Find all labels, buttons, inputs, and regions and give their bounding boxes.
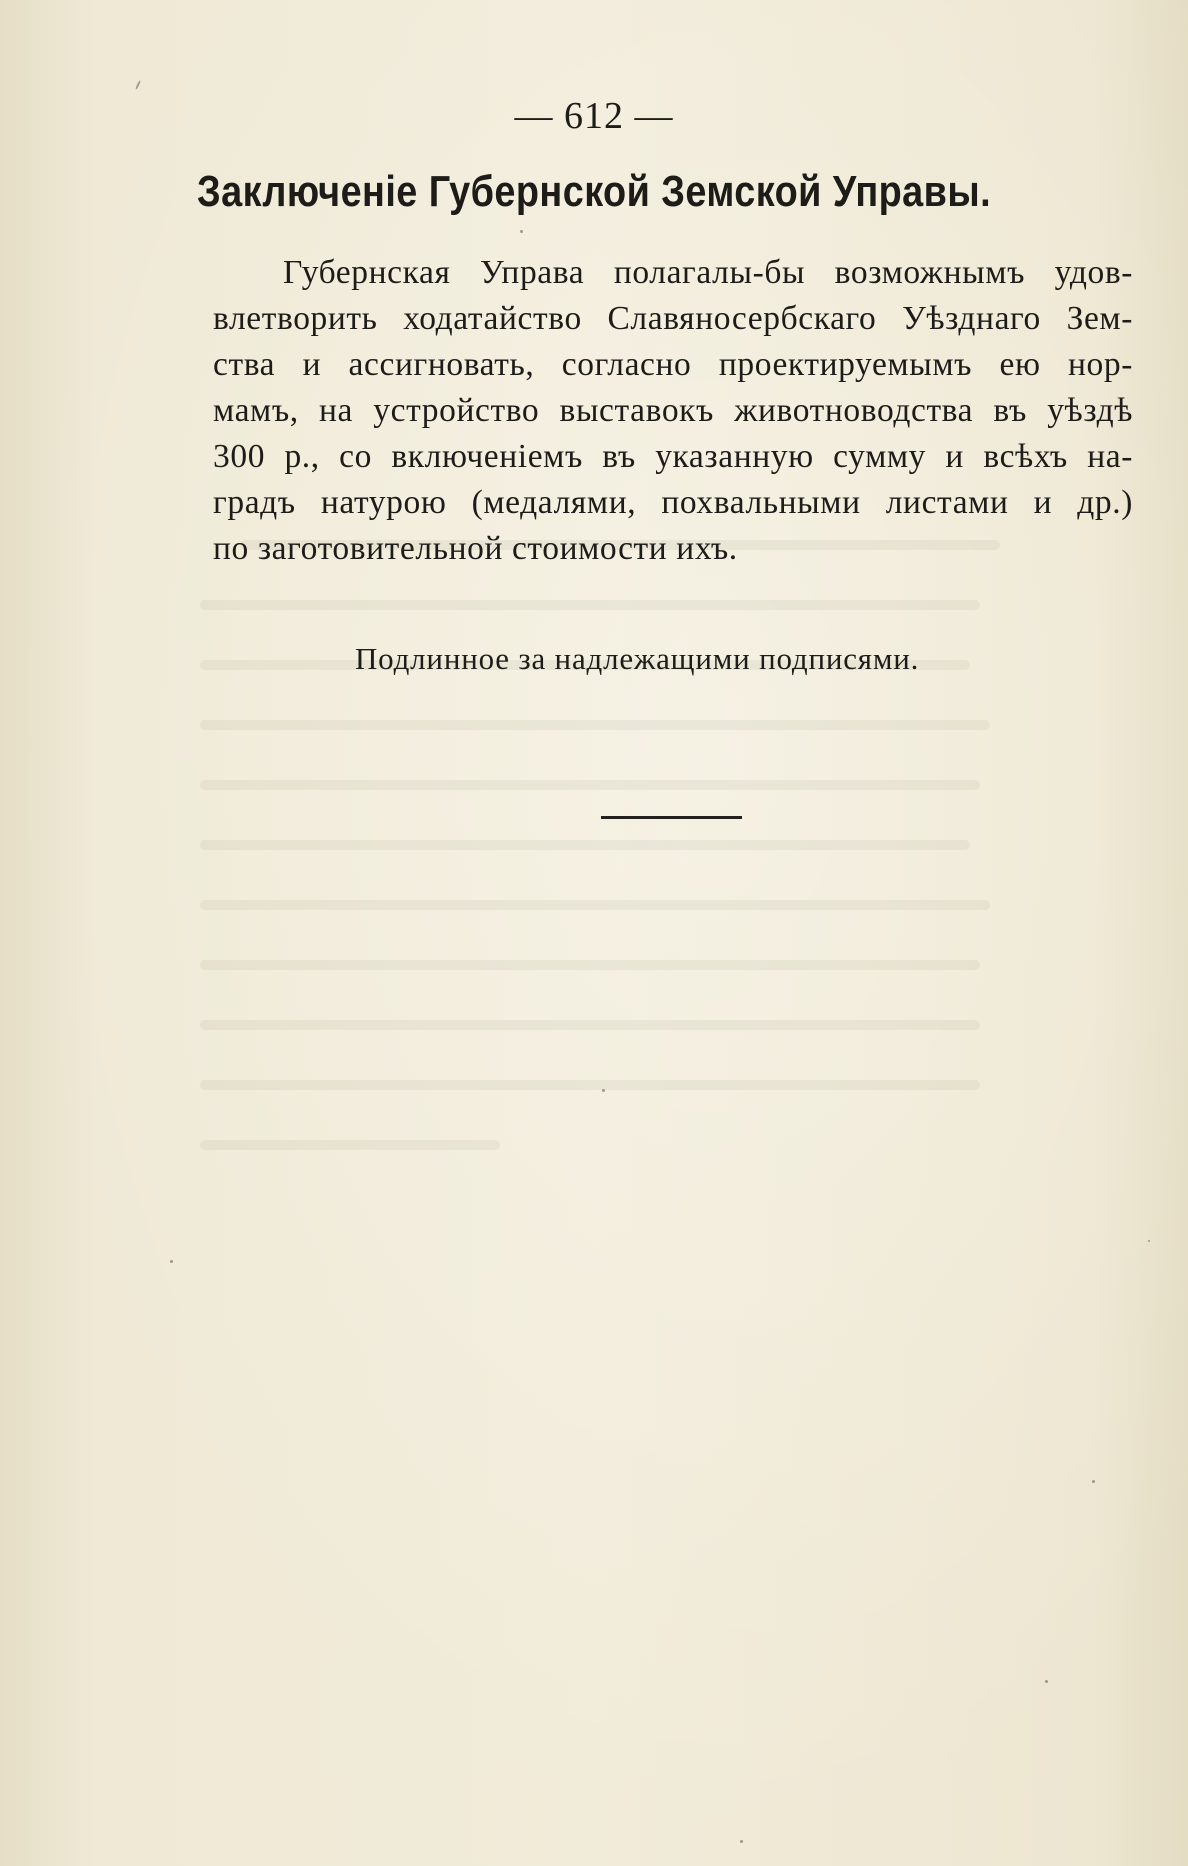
paragraph-line: Губернская Управа полагалы-бы возможнымъ удов- [283, 254, 1133, 291]
paragraph-line: мамъ, на устройство выставокъ животноводства въ уѣздѣ [213, 392, 1133, 429]
bleed-through-line [200, 840, 970, 850]
signature-note: Подлинное за надлежащими подписями. [355, 641, 920, 676]
paragraph-line: ства и ассигновать, согласно проектируемымъ ею нор- [213, 346, 1133, 383]
section-heading: Заключеніе Губернской Земской Управы. [196, 167, 992, 216]
body-paragraph [213, 250, 1133, 572]
bleed-through-line [200, 1080, 980, 1090]
bleed-through-line [200, 1140, 500, 1150]
paragraph-line: влетворить ходатайство Славяносербскаго Уѣзднаго Зем- [213, 300, 1133, 337]
bleed-through-line [200, 600, 980, 610]
bleed-through-line [200, 960, 980, 970]
bleed-through-text [200, 540, 1160, 1160]
bleed-through-line [200, 780, 980, 790]
bleed-through-line [200, 1020, 980, 1030]
paragraph-line: градъ натурою (медалями, похвальными листами и др.) [213, 484, 1133, 521]
paragraph-line: 300 р., со включеніемъ въ указанную сумму и всѣхъ на- [213, 438, 1133, 475]
bleed-through-line [200, 900, 990, 910]
bleed-through-line [200, 720, 990, 730]
closing-rule [601, 816, 742, 819]
paragraph-line: по заготовительной стоимости ихъ. [213, 530, 738, 567]
page-number: — 612 — [514, 95, 674, 137]
